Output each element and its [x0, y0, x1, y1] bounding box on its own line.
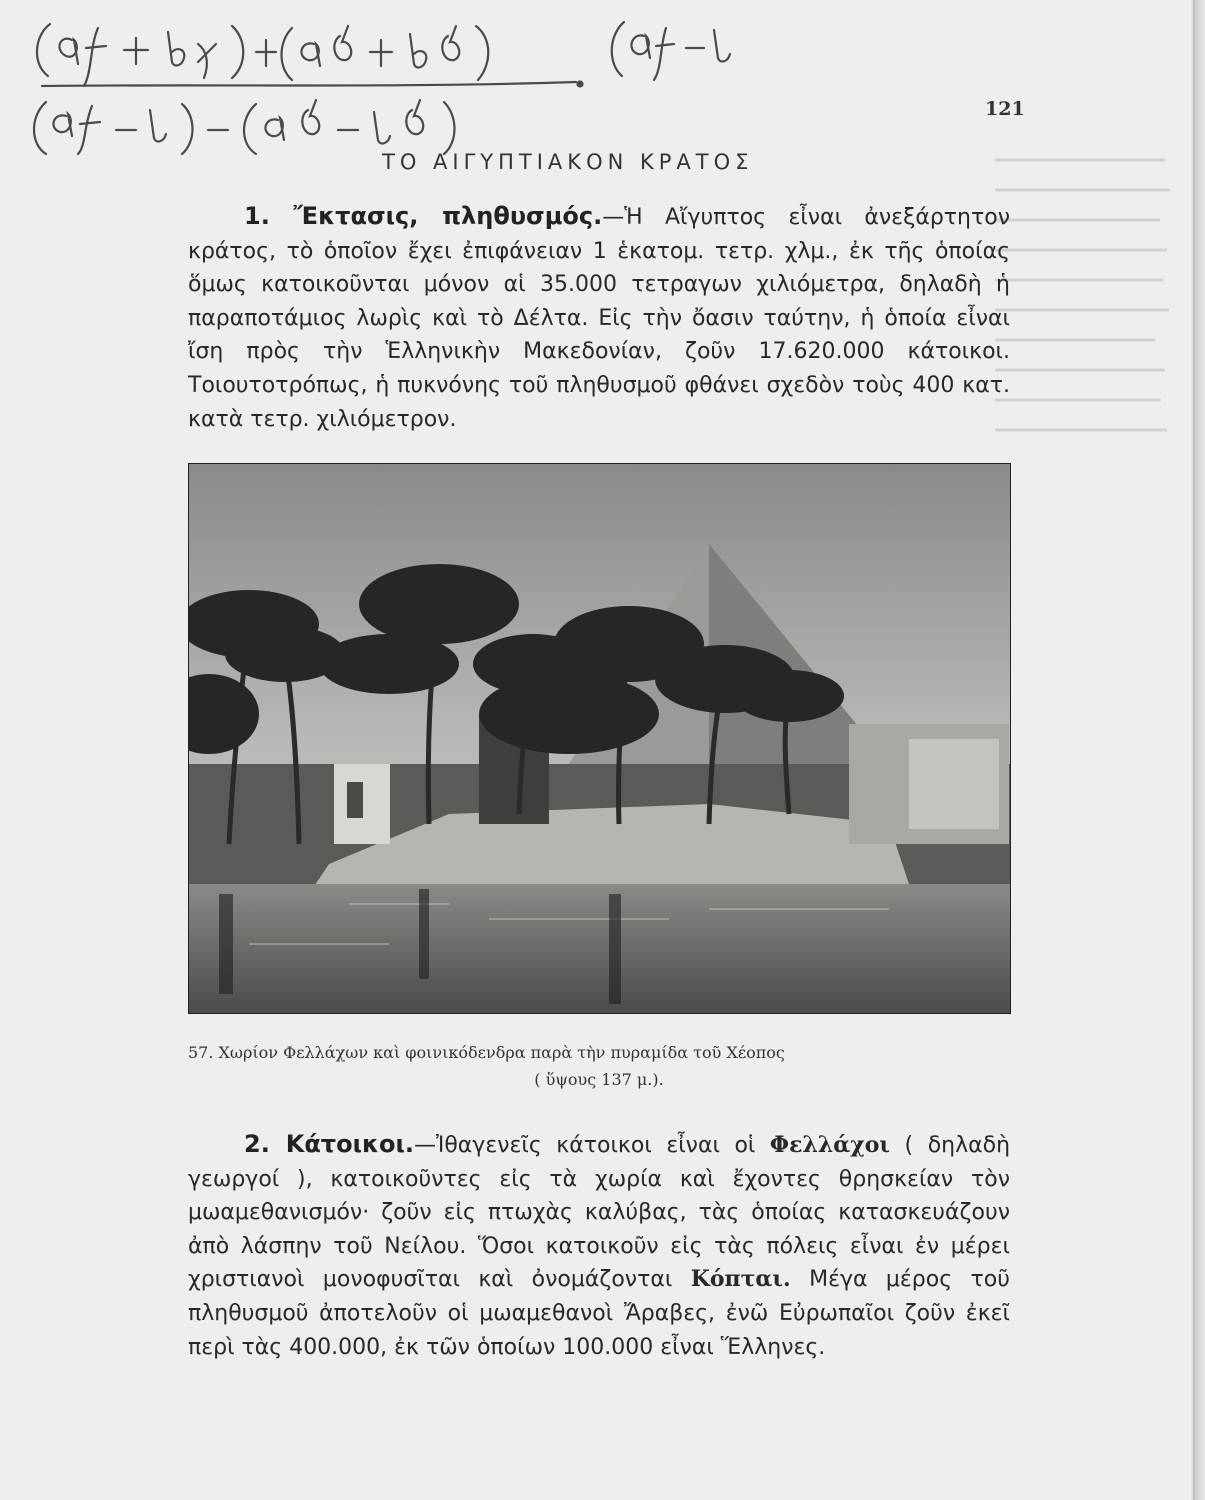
term-copts: Κόπται. — [690, 1266, 791, 1293]
section-1-heading: 1. Ἔκτασις, πληθυσμός. — [244, 202, 603, 230]
section-2-text-a: —Ἰθαγενεῖς κάτοικοι εἶναι οἱ — [413, 1133, 770, 1158]
bleed-through-text — [995, 150, 1175, 460]
pyramid-photograph — [188, 463, 1011, 1014]
page-binding-line — [1193, 0, 1195, 1500]
section-1-paragraph — [188, 200, 1010, 436]
chapter-title: ΤΟ ΑΙΓΥΠΤΙΑΚΟΝ ΚΡΑΤΟΣ — [382, 150, 754, 174]
handwritten-math-notes — [20, 6, 740, 156]
section-1-text: —Ἡ Αἴγυπτος εἶναι ἀνεξάρτητον κράτος, τὸ ὁποῖον ἔχει ἐπιφάνειαν 1 ἑκατομ. τετρ. χλμ., ἐκ τῆς ὁποίας ὅμως κατοικοῦνται μόνον αἱ 35.000 τετραγων χιλιόμετρα, δηλαδὴ ἡ παραποτάμιος λωρὶς καὶ τὸ Δέλτα. Εἰς τὴν ὄασιν ταύτην, ἡ ὁποία εἶναι ἴση πρὸς τὴν Ἑλληνικὴν Μακεδονίαν, ζοῦν 17.620.000 κάτοικοι. Τοιουτοτρόπως, ἡ πυκνόνης τοῦ πληθυσμοῦ φθάνει σχεδὸν τοὺς 400 κατ. κατὰ τετρ. χιλιόμετρον. — [188, 205, 1010, 432]
figure-caption-line-2: ( ὕψους 137 μ.). — [534, 1070, 664, 1089]
section-2-text-b: ( δηλαδὴ γεωργοί ), κατοικοῦντες εἰς τὰ χωρία καὶ ἔχοντες θρησκείαν τὸν μωαμεθανισμόν· ζοῦν εἰς πτωχὰς καλύβας, τὰς ὁποίας κατασκευάζουν ἀπὸ λάσπην τοῦ Νείλου. Ὅσοι κατοικοῦν εἰς τὰς πόλεις εἶναι ἐν μέρει χριστιανοὶ μονοφυσῖται καὶ ὀνομάζονται — [188, 1133, 1011, 1293]
section-2-paragraph — [188, 1128, 1010, 1364]
term-fellahs: Φελλάχοι — [769, 1132, 891, 1158]
page-number: 121 — [985, 98, 1025, 120]
figure-caption-line-1: 57. Χωρίον Φελλάχων καὶ φοινικόδενδρα παρὰ τὴν πυραμίδα τοῦ Χέοπος — [188, 1043, 785, 1062]
section-2-text-c: Μέγα μέρος τοῦ πληθυσμοῦ ἀποτελοῦν οἱ μωαμεθανοὶ Ἄραβες, ἐνῶ Εὐρωπαῖοι ζοῦν ἐκεῖ περὶ τὰς 400.000, ἐκ τῶν ὁποίων 100.000 εἶναι Ἕλληνες. — [188, 1267, 1010, 1360]
section-2-heading: 2. Κάτοικοι. — [244, 1130, 414, 1158]
